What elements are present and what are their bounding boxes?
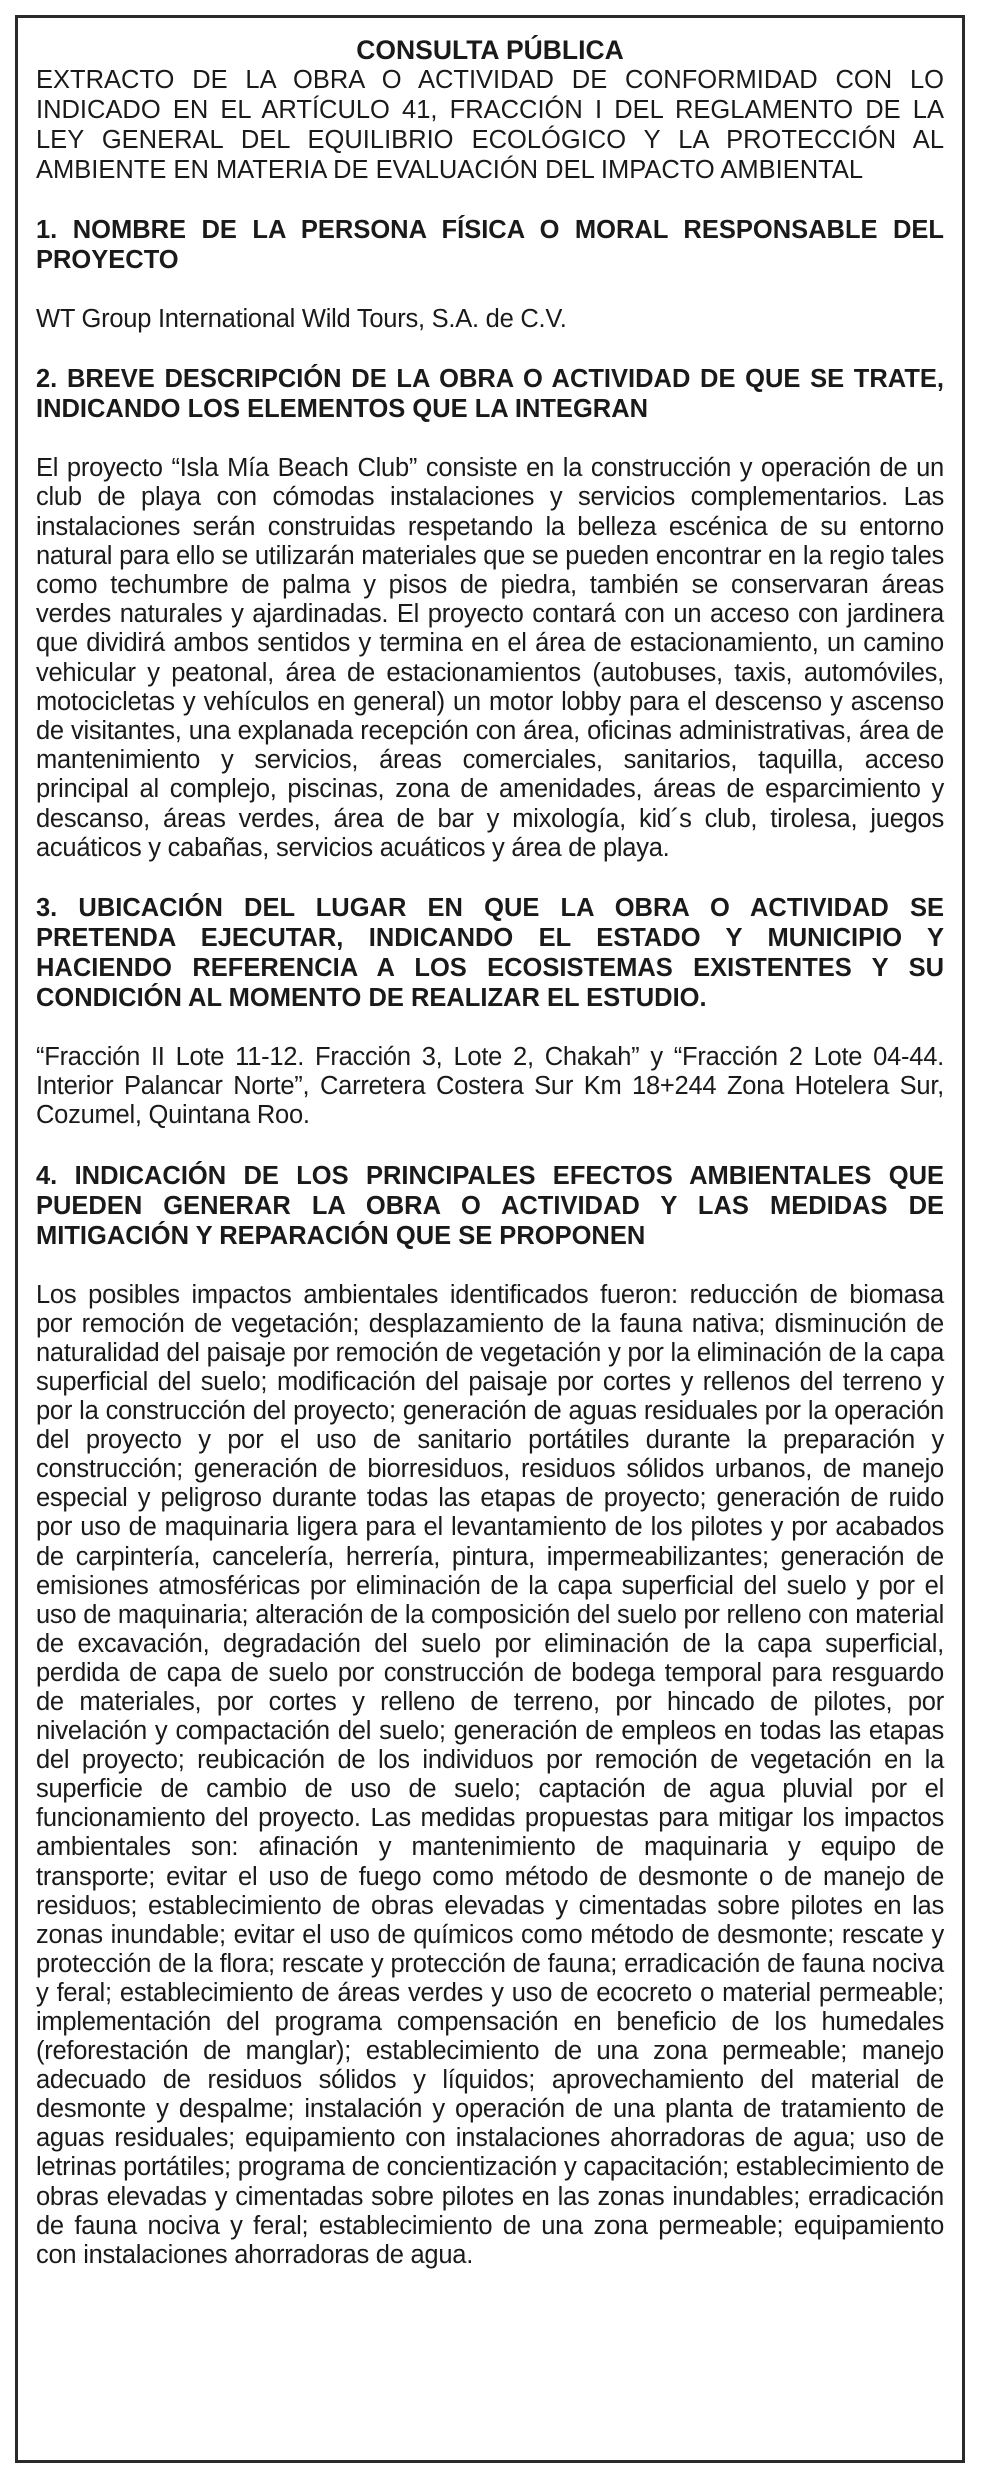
section-4-body: Los posibles impactos ambientales identificados fueron: reducción de biomasa por remoción de vegetación; desplazamiento de la fauna nativa; disminución de naturalidad del paisaje por remoción de vegetación y por la eliminación de la capa superficial del suelo; modificación del paisaje por cortes y rellenos del terreno y por la construcción del proyecto; generación de aguas residuales por la operación del proyecto y por el uso de sanitario portátiles durante la preparación y construcción; generación de biorresiduos, residuos sólidos urbanos, de manejo especial y peligroso durante todas las etapas de proyecto; generación de ruido por uso de maquinaria ligera para el levantamiento de los pilotes y por acabados de carpintería, cancelería, herrería, pintura, impermeabilizantes; generación de emisiones atmosféricas por eliminación de la capa superficial del suelo y por el uso de maquinaria; alteración de la composición del suelo por relleno con material de excavación, degradación del suelo por eliminación de la capa superficial, perdida de capa de suelo por construcción de bodega temporal para resguardo de materiales, por cortes y relleno de terreno, por hincado de pilotes, por nivelación y compactación del suelo; generación de empleos en todas las etapas del proyecto; reubicación de los individuos por remoción de vegetación en la superficie de cambio de uso de suelo; captación de agua pluvial por el funcionamiento del proyecto. Las medidas propuestas para mitigar los impactos ambientales son: afinación y mantenimiento de maquinaria y equipo de transporte; evitar el uso de fuego como método de desmonte o de manejo de residuos; establecimiento de obras elevadas y cimentadas sobre pilotes en las zonas inundable; evitar el uso de químicos como método de desmonte; rescate y protección de la flora; rescate y protección de fauna; erradicación de fauna nociva y feral; establecimiento de áreas verdes y uso de ecocreto o material permeable; implementación del programa compensación en beneficio de los humedales (reforestación de manglar); establecimiento de una zona permeable; manejo adecuado de residuos sólidos y líquidos; aprovechamiento del material de desmonte y despalme; instalación y operación de una planta de tratamiento de aguas residuales; equipamiento con instalaciones ahorradoras de agua; uso de letrinas portátiles; programa de concientización y capacitación; establecimiento de obras elevadas y cimentadas sobre pilotes en las zonas inundables; erradicación de fauna nociva y feral; establecimiento de una zona permeable; equipamiento con instalaciones ahorradoras de agua. <box>36 1280 944 2269</box>
section-2-heading: 2. BREVE DESCRIPCIÓN DE LA OBRA O ACTIVIDAD DE QUE SE TRATE, INDICANDO LOS ELEMENTOS QUE LA INTEGRAN <box>36 365 944 424</box>
section-3-body: “Fracción II Lote 11-12. Fracción 3, Lote 2, Chakah” y “Fracción 2 Lote 04-44. Interior Palancar Norte”, Carretera Costera Sur Km 18+244 Zona Hotelera Sur, Cozumel, Quintana Roo. <box>36 1043 944 1130</box>
section-1-body: WT Group International Wild Tours, S.A. de C.V. <box>36 305 567 333</box>
intro-text: EXTRACTO DE LA OBRA O ACTIVIDAD DE CONFORMIDAD CON LO INDICADO EN EL ARTÍCULO 41, FRACCIÓN I DEL REGLAMENTO DE LA LEY GENERAL DEL EQUILIBRIO ECOLÓGICO Y LA PROTECCIÓN AL AMBIENTE EN MATERIA DE EVALUACIÓN DEL IMPACTO AMBIENTAL <box>36 66 944 184</box>
page-title: CONSULTA PÚBLICA <box>356 35 624 65</box>
section-4-heading: 4. INDICACIÓN DE LOS PRINCIPALES EFECTOS AMBIENTALES QUE PUEDEN GENERAR LA OBRA O ACTIVIDAD Y LAS MEDIDAS DE MITIGACIÓN Y REPARACIÓN QUE SE PROPONEN <box>36 1161 944 1250</box>
notice-frame <box>15 15 965 2463</box>
section-2-body: El proyecto “Isla Mía Beach Club” consiste en la construcción y operación de un club de playa con cómodas instalaciones y servicios complementarios. Las instalaciones serán construidas respetando la belleza escénica de su entorno natural para ello se utilizarán materiales que se pueden encontrar en la regio tales como techumbre de palma y pisos de piedra, también se conservaran áreas verdes naturales y ajardinadas. El proyecto contará con un acceso con jardinera que dividirá ambos sentidos y termina en el área de estacionamiento, un camino vehicular y peatonal, área de estacionamientos (autobuses, taxis, automóviles, motocicletas y vehículos en general) un motor lobby para el descenso y ascenso de visitantes, una explanada recepción con área, oficinas administrativas, área de mantenimiento y servicios, áreas comerciales, sanitarios, taquilla, acceso principal al complejo, piscinas, zona de amenidades, áreas de esparcimiento y descanso, áreas verdes, área de bar y mixología, kid´s club, tirolesa, juegos acuáticos y cabañas, servicios acuáticos y área de playa. <box>36 454 944 862</box>
section-1-heading: 1. NOMBRE DE LA PERSONA FÍSICA O MORAL RESPONSABLE DEL PROYECTO <box>36 216 944 274</box>
section-3-heading: 3. UBICACIÓN DEL LUGAR EN QUE LA OBRA O ACTIVIDAD SE PRETENDA EJECUTAR, INDICANDO EL ESTADO Y MUNICIPIO Y HACIENDO REFERENCIA A LOS ECOSISTEMAS EXISTENTES Y SU CONDICIÓN AL MOMENTO DE REALIZAR EL ESTUDIO. <box>36 894 944 1013</box>
